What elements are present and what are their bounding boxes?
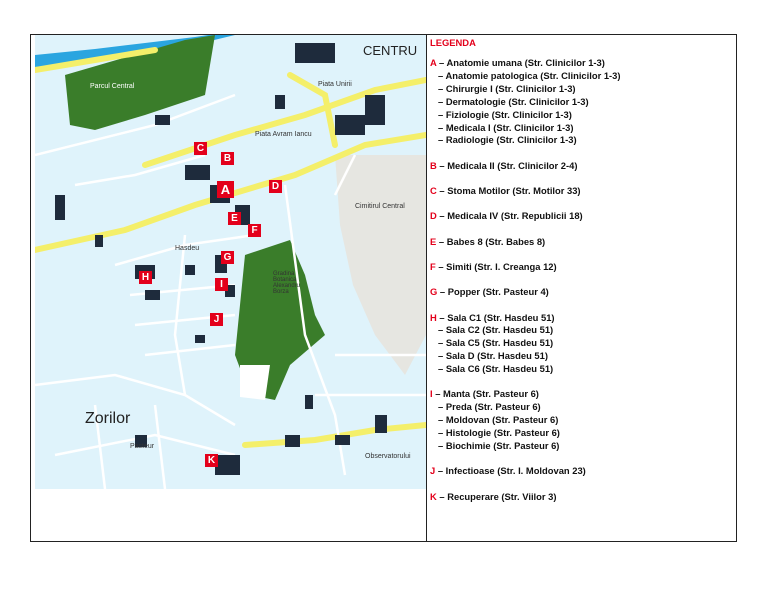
city-map[interactable] [35, 35, 426, 489]
legend-dash: – [436, 57, 447, 68]
pasteur-street-label: Pasteur [130, 443, 155, 450]
legend-entry [430, 160, 577, 171]
legend-entry [438, 363, 553, 374]
legend-dash: – [438, 363, 446, 375]
legend-entry [430, 57, 605, 68]
legend-entry [438, 414, 558, 425]
legend-letter: F [430, 260, 436, 272]
marker-e[interactable]: E [228, 212, 241, 225]
legend-entry [430, 261, 557, 272]
marker-d[interactable]: D [269, 180, 282, 193]
legend-text: Radiologie (Str. Clinicilor 1-3) [445, 134, 577, 146]
legend-letter: G [430, 286, 438, 298]
legend-entry [430, 185, 581, 196]
legend-dash: – [436, 235, 447, 247]
botanic-garden-label: Gradina Botanica Alexandru Borza [273, 271, 301, 295]
legend-dash: – [438, 414, 446, 426]
legend-dash: – [436, 185, 448, 196]
legend-dash: – [438, 95, 446, 107]
legend-dash: – [438, 69, 446, 81]
legend-entry [430, 388, 539, 399]
legend-text: Sala D (Str. Hasdeu 51) [445, 350, 548, 362]
marker-k[interactable]: K [205, 454, 218, 467]
legend-entry [438, 109, 572, 120]
legend-dash: – [438, 121, 446, 133]
legend-letter: C [430, 185, 437, 196]
marker-c[interactable]: C [194, 142, 207, 155]
legend-dash: – [438, 350, 446, 362]
legend-text: Moldovan (Str. Pasteur 6) [445, 414, 559, 426]
legend-dash: – [436, 210, 448, 222]
legend-text: Sala C1 (Str. Hasdeu 51) [447, 311, 555, 323]
legend-dash: – [436, 490, 448, 502]
cemetery-label: Cimitirul Central [355, 203, 405, 210]
legend-text: Medicala IV (Str. Republicii 18) [447, 210, 583, 222]
marker-f[interactable]: F [248, 224, 261, 237]
marker-j[interactable]: J [210, 313, 223, 326]
garden-clearing [240, 365, 270, 400]
legend-text: Anatomie patologica (Str. Clinicilor 1-3) [445, 69, 621, 81]
legend-text: Sala C5 (Str. Hasdeu 51) [445, 337, 554, 349]
observatorului-street-label: Observatorului [365, 453, 411, 460]
legend-text: Fiziologie (Str. Clinicilor 1-3) [445, 108, 572, 120]
legend-entry [430, 210, 583, 221]
legend-dash: – [438, 427, 446, 439]
cemetery-area [335, 155, 426, 375]
legend-entry [430, 236, 545, 247]
legend-dash: – [432, 388, 444, 400]
legend-dash: – [438, 108, 446, 120]
legend-dash: – [435, 260, 447, 272]
marker-g[interactable]: G [221, 251, 234, 264]
legend-entry [438, 83, 576, 94]
legend-text: Dermatologie (Str. Clinicilor 1-3) [445, 95, 589, 107]
legend-panel [430, 37, 730, 502]
legend-text: Stoma Motilor (Str. Motilor 33) [447, 185, 581, 196]
marker-b[interactable]: B [221, 152, 234, 165]
legend-entry [430, 491, 556, 502]
legend-dash: – [438, 324, 446, 336]
legend-dash: – [435, 465, 446, 477]
legend-letter: K [430, 490, 437, 502]
legend-dash: – [438, 82, 446, 94]
legend-text: Sala C6 (Str. Hasdeu 51) [445, 363, 554, 375]
legend-text: Medicala II (Str. Clinicilor 2-4) [447, 159, 578, 171]
legend-entry [430, 465, 586, 476]
legend-entry [438, 337, 553, 348]
legend-entry [438, 350, 548, 361]
zorilor-label: Zorilor [85, 410, 131, 427]
legend-text: Medicala I (Str. Clinicilor 1-3) [445, 121, 574, 133]
legend-entry [430, 312, 555, 323]
legend-letter: B [430, 159, 437, 171]
legend-entry [438, 427, 560, 438]
legend-dash: – [438, 401, 446, 413]
legend-text: Recuperare (Str. Viilor 3) [447, 490, 557, 502]
legend-text: Preda (Str. Pasteur 6) [445, 401, 541, 413]
legend-letter: D [430, 210, 437, 222]
legend-text: Histologie (Str. Pasteur 6) [445, 427, 560, 439]
legend-title: LEGENDA [430, 37, 476, 48]
marker-h[interactable]: H [139, 271, 152, 284]
piata-unirii-label: Piata Unirii [318, 81, 352, 88]
legend-text: Infectioase (Str. I. Moldovan 23) [445, 465, 586, 477]
legend-text: Simiti (Str. I. Creanga 12) [446, 260, 557, 272]
marker-a[interactable]: A [217, 181, 234, 198]
legend-entry [438, 122, 573, 133]
legend-dash: – [438, 337, 446, 349]
legend-text: Chirurgie I (Str. Clinicilor 1-3) [445, 82, 576, 94]
legend-text: Anatomie umana (Str. Clinicilor 1-3) [446, 57, 605, 68]
legend-dash: – [436, 159, 448, 171]
legend-letter: A [430, 57, 437, 68]
legend-dash: – [436, 311, 448, 323]
legend-dash: – [438, 440, 446, 451]
legend-entry [438, 70, 621, 81]
legend-entry [430, 286, 549, 297]
piata-avram-label: Piata Avram Iancu [255, 131, 312, 138]
legend-text: Manta (Str. Pasteur 6) [443, 388, 539, 400]
legend-entry [438, 134, 577, 145]
legend-entry [438, 324, 553, 335]
legend-text: Popper (Str. Pasteur 4) [447, 286, 549, 298]
legend-entry [438, 440, 559, 451]
marker-i[interactable]: I [215, 278, 228, 291]
legend-letter: E [430, 235, 437, 247]
park-label: Parcul Central [90, 83, 135, 90]
legend-letter: J [430, 465, 436, 477]
column-divider [426, 34, 427, 542]
legend-letter: H [430, 311, 437, 323]
legend-text: Babes 8 (Str. Babes 8) [446, 235, 546, 247]
legend-text: Sala C2 (Str. Hasdeu 51) [445, 324, 554, 336]
legend-entry [438, 96, 589, 107]
legend-entry [438, 401, 541, 412]
legend-letter: I [430, 388, 433, 400]
centru-label: CENTRU [363, 43, 418, 58]
legend-text: Biochimie (Str. Pasteur 6) [445, 440, 560, 451]
legend-dash: – [437, 286, 448, 298]
hasdeu-street-label: Hasdeu [175, 245, 200, 252]
legend-dash: – [438, 134, 446, 146]
